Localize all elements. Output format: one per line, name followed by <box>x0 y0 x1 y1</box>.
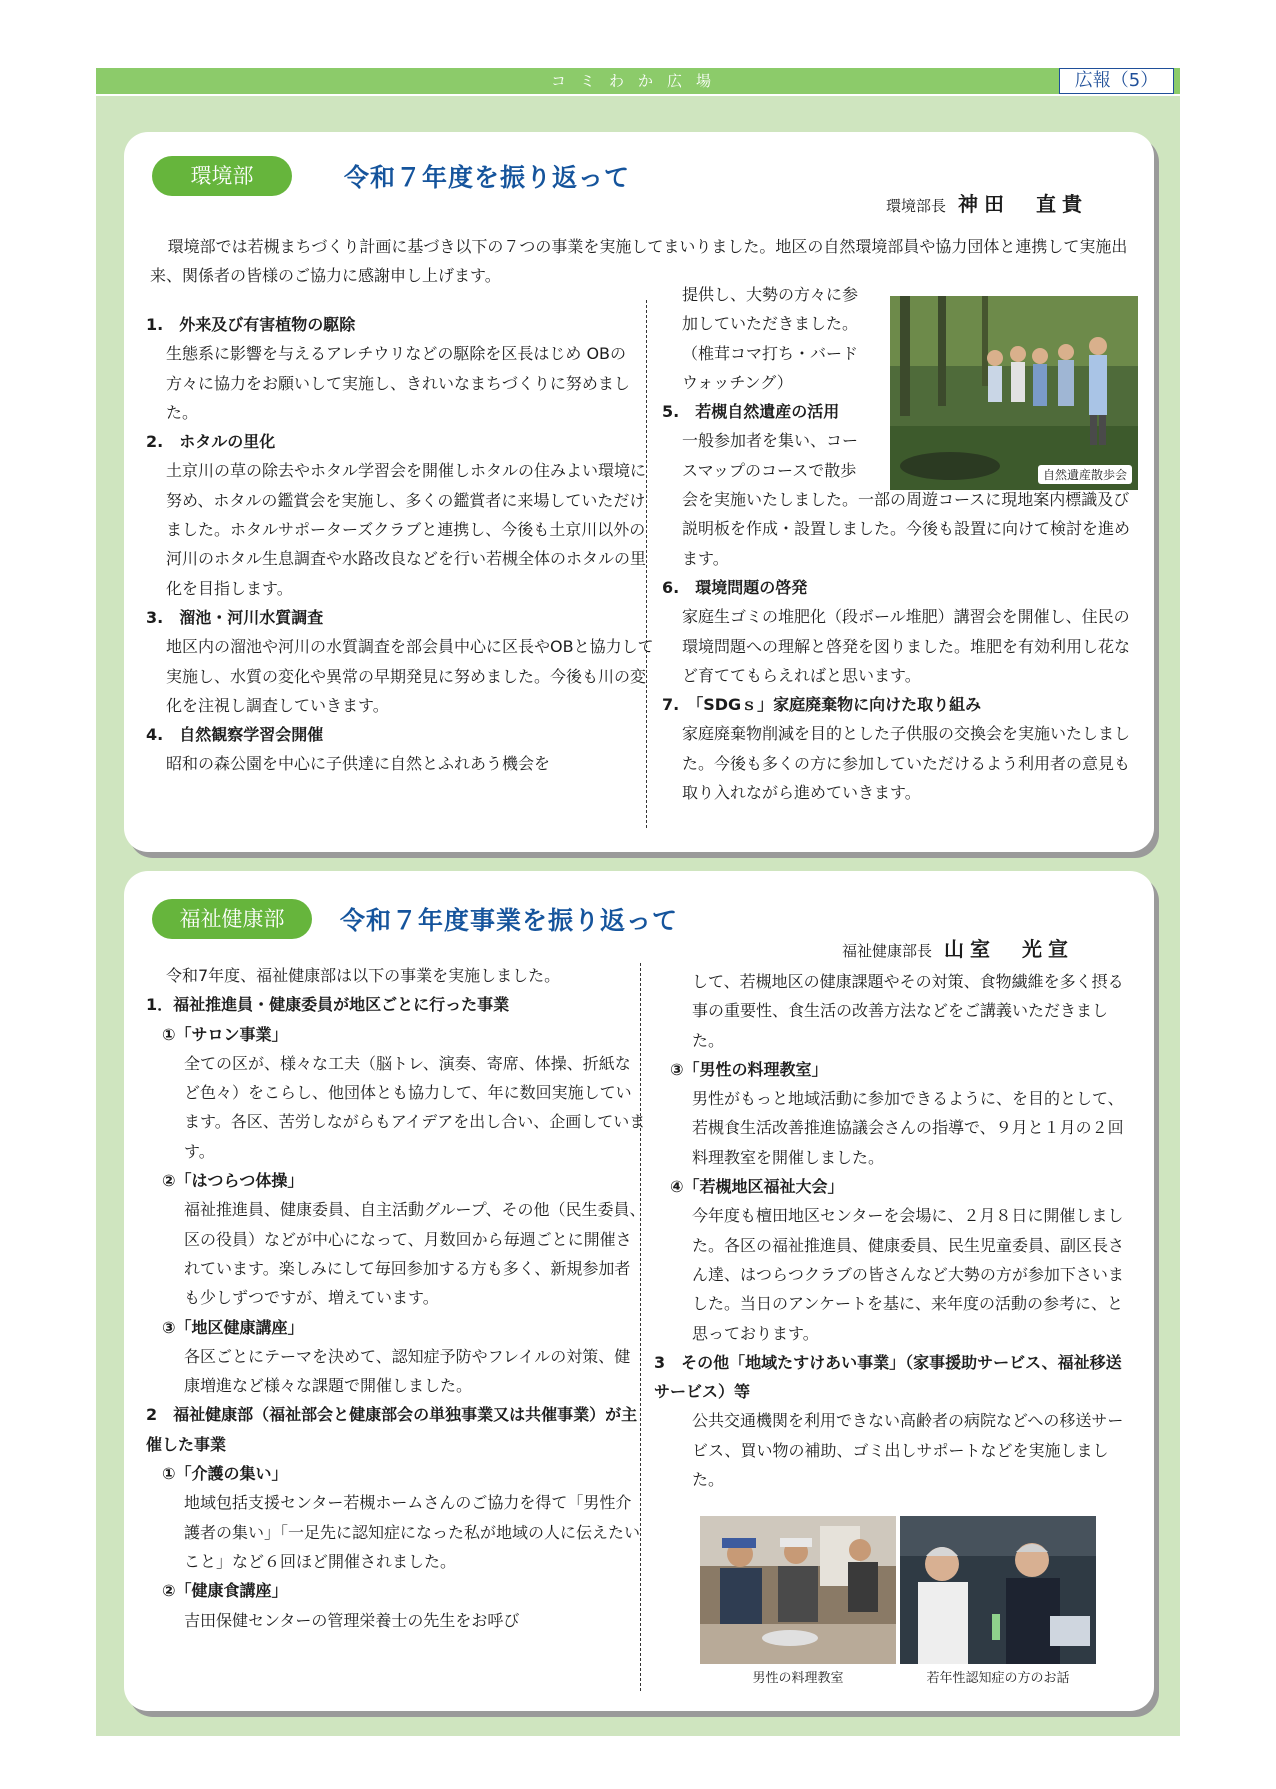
nature-walk-photo <box>890 296 1138 490</box>
section-author <box>842 933 1074 962</box>
section-title: 令和７年度事業を振り返って <box>340 906 679 935</box>
item-body: 提供し、大勢の方々に参加していただきました。（椎茸コマ打ち・バードウォッチング） <box>682 285 859 392</box>
item-body: 吉田保健センターの管理栄養士の先生をお呼び <box>184 1610 520 1630</box>
page-header <box>96 68 1180 94</box>
item-heading: 2. ホタルの里化 <box>146 432 276 452</box>
item-heading: 2 福祉健康部（福祉部会と健康部会の単独事業又は共催事業）が主催した事業 <box>146 1405 638 1454</box>
welfare-section <box>124 871 1154 1711</box>
item-body: 家庭廃棄物削減を目的とした子供服の交換会を実施いたしました。今後も多くの方に参加していただけるよう利用者の意見も取り入れながら進めていきます。 <box>682 724 1131 803</box>
section-intro: 令和7年度、福祉健康部は以下の事業を実施しました。 <box>166 966 561 985</box>
author-role: 福祉健康部長 <box>842 942 933 960</box>
item-heading: 6. 環境問題の啓発 <box>662 577 808 597</box>
sub-heading: ④「若槻地区福祉大会」 <box>670 1177 844 1197</box>
item-body: 今年度も檀田地区センターを会場に、２月８日に開催しました。各区の福祉推進員、健康委員、民生児童委員、副区長さん達、はつらつクラブの皆さんなど大勢の方が参加下さいました。当日のアンケートを基に、来年度の活動の参考に、と思っております。 <box>692 1206 1125 1343</box>
sub-heading: ①「サロン事業」 <box>162 1024 288 1044</box>
item-body: 地域包括支援センター若槻ホームさんのご協力を得て「男性介護者の集い」「一足先に認知症になった私が地域の人に伝えたいこと」など６回ほど開催されました。 <box>184 1493 641 1571</box>
item-heading: 1．福祉推進員・健康委員が地区ごとに行った事業 <box>146 995 510 1015</box>
welfare-left-items <box>146 990 646 1635</box>
item-heading: 5. 若槻自然遺産の活用 <box>662 402 840 422</box>
item-body: 会を実施いたしました。一部の周遊コースに現地案内標識及び説明板を作成・設置しました。今後も設置に向けて検討を進めます。 <box>682 490 1131 568</box>
header-title: コミわか広場 <box>550 72 725 90</box>
photo-caption: 男性の料理教室 <box>752 1671 844 1686</box>
item-heading: 4. 自然観察学習会開催 <box>146 725 324 745</box>
item-body: 全ての区が、様々な工夫（脳トレ、演奏、寄席、体操、折紙など色々）をこらし、他団体とも協力して、年に数回実施しています。各区、苦労しながらもアイデアを出し合い、企画しています。 <box>184 1053 646 1161</box>
author-name: 山室 光宣 <box>944 937 1075 961</box>
section-title: 令和７年度を振り返って <box>344 163 631 192</box>
section-intro: 環境部では若槻まちづくり計画に基づき以下の７つの事業を実施してまいりました。地区の自然環境部員や協力団体と連携して実施出来、関係者の皆様のご協力に感謝申し上げます。 <box>150 237 1128 285</box>
section-tag: 環境部 <box>152 156 292 196</box>
column-divider <box>646 300 647 828</box>
sub-heading: ③「男性の料理教室」 <box>670 1059 828 1079</box>
author-name: 神田 直貴 <box>958 192 1089 216</box>
author-role: 環境部長 <box>886 197 947 215</box>
section-author <box>886 188 1088 217</box>
item-body: 福祉推進員、健康委員、自主活動グループ、その他（民生委員、区の役員）などが中心になって、月数回から毎週ごとに開催されています。楽しみにして毎回参加する方も多く、新規参加者も少しずつですが、増えています。 <box>184 1200 646 1308</box>
sub-heading: ②「健康食講座」 <box>162 1581 288 1601</box>
nature-walk-photo-image <box>890 296 1138 490</box>
item-heading: 7. 「SDGｓ」家庭廃棄物に向けた取り組み <box>662 695 982 715</box>
welfare-left-column <box>146 961 646 1635</box>
item-body: 土京川の草の除去やホタル学習会を開催しホタルの住みよい環境に努め、ホタルの鑑賞会を実施し、多くの鑑賞者に来場していただけました。ホタルサポーターズクラブと連携し、今後も土京川以外の河川のホタル生息調査や水路改良などを行い若槻全体のホタルの里化を目指します。 <box>166 461 647 598</box>
section-tag: 福祉健康部 <box>152 899 312 939</box>
item-body: 一般参加者を集い、コースマップのコースで散歩 <box>682 431 859 480</box>
sub-heading: ③「地区健康講座」 <box>162 1317 304 1337</box>
item-heading: 1. 外来及び有害植物の駆除 <box>146 315 356 334</box>
sub-heading: ②「はつらつ体操」 <box>162 1171 304 1191</box>
dementia-talk-photo-image <box>900 1516 1096 1664</box>
photo-caption: 若年性認知症の方のお話 <box>926 1671 1070 1686</box>
env-left-column <box>146 310 654 779</box>
dementia-talk-photo <box>900 1516 1096 1686</box>
photo-caption: 自然遺産散歩会 <box>1038 465 1132 484</box>
item-body: 公共交通機関を利用できない高齢者の病院などへの移送サービス、買い物の補助、ゴミ出しサポートなどを実施しました。 <box>692 1411 1124 1490</box>
item-body: 各区ごとにテーマを決めて、認知症予防やフレイルの対策、健康増進など様々な課題で開催しました。 <box>184 1346 631 1396</box>
item-heading: 3 その他「地域たすけあい事業」（家事援助サービス、福祉移送サービス）等 <box>654 1352 1122 1402</box>
item-body: 昭和の森公園を中心に子供達に自然とふれあう機会を <box>166 754 551 774</box>
item-body: 家庭生ゴミの堆肥化（段ボール堆肥）講習会を開催し、住民の環境問題への理解と啓発を図りました。堆肥を有効利用し花など育ててもらえればと思います。 <box>682 607 1131 685</box>
environment-section <box>124 132 1154 852</box>
item-body: 男性がもっと地域活動に参加できるように、を目的として、若槻食生活改善推進協議会さんの指導で、９月と１月の２回料理教室を開催しました。 <box>692 1089 1124 1167</box>
cooking-class-photo-image <box>700 1516 896 1664</box>
item-body: して、若槻地区の健康課題やその対策、食物繊維を多く摂る事の重要性、食生活の改善方法などをご講義いただきました。 <box>692 972 1124 1050</box>
item-heading: 3. 溜池・河川水質調査 <box>146 607 324 627</box>
column-divider <box>640 963 641 1691</box>
item-body: 地区内の溜池や河川の水質調査を部会員中心に区長やOBと協力して実施し、水質の変化や異常の早期発見に努めました。今後も川の変化を注視し調査していきます。 <box>166 637 654 715</box>
cooking-class-photo <box>700 1516 896 1686</box>
item-body: 生態系に影響を与えるアレチウリなどの駆除を区長はじめ OBの方々に協力をお願いして実施し、きれいなまちづくりに努めました。 <box>166 344 630 422</box>
page-number-label: 広報（5） <box>1059 68 1174 94</box>
welfare-right-column <box>654 967 1134 1494</box>
sub-heading: ①「介護の集い」 <box>162 1464 288 1484</box>
